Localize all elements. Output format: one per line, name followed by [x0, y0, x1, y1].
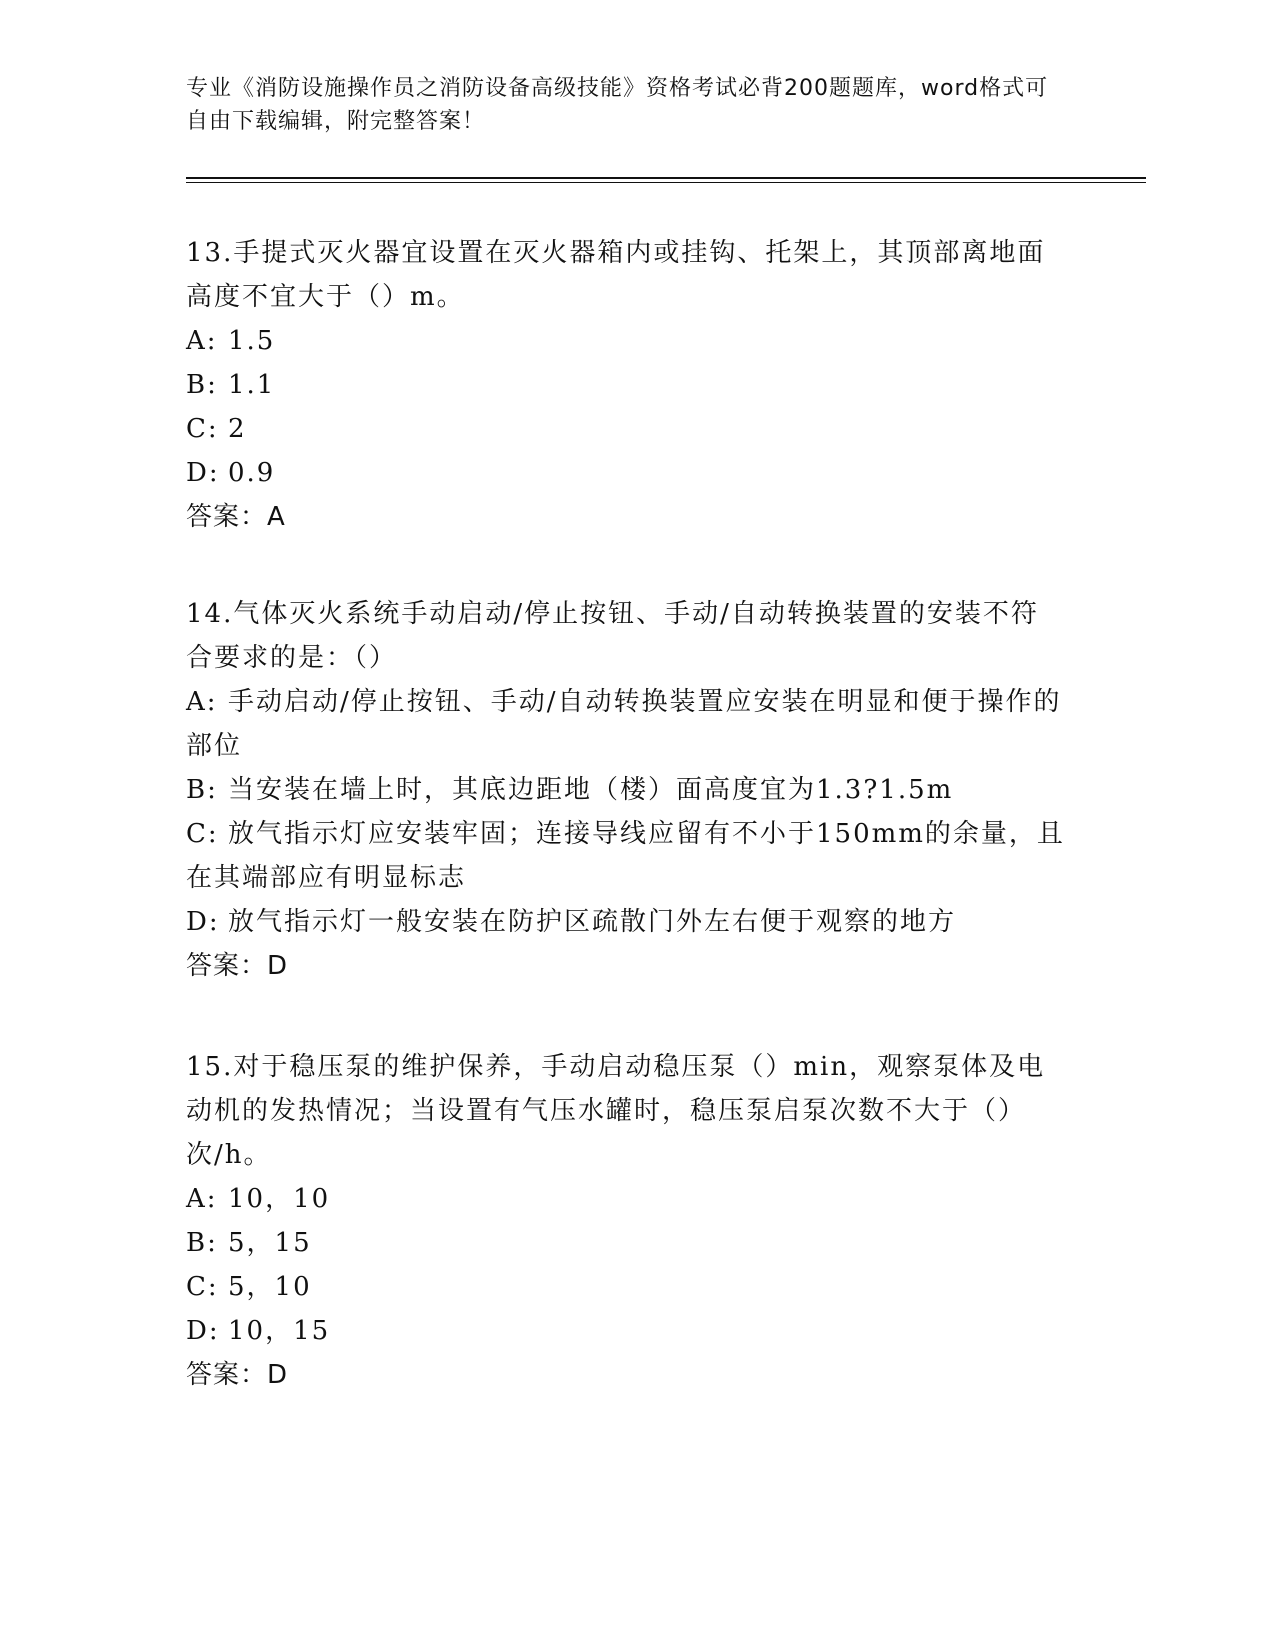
option-letter: B: — [186, 1228, 218, 1258]
option-text: 0.9 — [228, 458, 276, 488]
option-c — [186, 812, 1066, 900]
question-stem: 15.对于稳压泵的维护保养，手动启动稳压泵（）min，观察泵体及电动机的发热情况；当设置有气压水罐时，稳压泵启泵次数不大于（）次/h。 — [186, 1052, 1046, 1170]
option-letter: C: — [186, 1272, 219, 1302]
option-text: 放气指示灯应安装牢固；连接导线应留有不小于150mm的余量，且在其端部应有明显标志 — [186, 819, 1065, 893]
question-13 — [186, 231, 1066, 539]
option-text: 1.1 — [228, 370, 276, 400]
option-text: 10，15 — [228, 1316, 331, 1346]
option-a — [186, 1177, 1066, 1221]
option-letter: C: — [186, 414, 219, 444]
option-letter: B: — [186, 370, 218, 400]
question-14 — [186, 592, 1066, 988]
option-c — [186, 1265, 1066, 1309]
option-letter: D: — [186, 907, 220, 937]
option-letter: D: — [186, 1316, 220, 1346]
answer-label: 答案：D — [186, 951, 289, 981]
document-header: 专业《消防设施操作员之消防设备高级技能》资格考试必背200题题库，word格式可自由下载编辑，附完整答案！ — [186, 76, 1049, 134]
option-text: 5，10 — [228, 1272, 312, 1302]
answer-label: 答案：A — [186, 502, 286, 532]
option-a — [186, 680, 1066, 768]
option-b — [186, 1221, 1066, 1265]
option-text: 10，10 — [228, 1184, 331, 1214]
header-divider-thin — [186, 182, 1146, 183]
option-letter: A: — [186, 1184, 218, 1214]
option-text: 2 — [228, 414, 247, 444]
option-text: 手动启动/停止按钮、手动/自动转换装置应安装在明显和便于操作的部位 — [186, 687, 1062, 761]
option-letter: A: — [186, 326, 218, 356]
option-letter: D: — [186, 458, 220, 488]
option-d — [186, 1309, 1066, 1353]
option-text: 5，15 — [228, 1228, 312, 1258]
option-text: 1.5 — [228, 326, 276, 356]
question-15 — [186, 1045, 1066, 1397]
option-d — [186, 451, 1066, 495]
answer-label: 答案：D — [186, 1360, 289, 1390]
question-stem: 14.气体灭火系统手动启动/停止按钮、手动/自动转换装置的安装不符合要求的是：（） — [186, 599, 1039, 673]
option-text: 放气指示灯一般安装在防护区疏散门外左右便于观察的地方 — [228, 907, 957, 937]
option-b — [186, 363, 1066, 407]
header-divider-thick — [186, 177, 1146, 179]
question-stem: 13.手提式灭火器宜设置在灭火器箱内或挂钩、托架上，其顶部离地面高度不宜大于（）m。 — [186, 238, 1046, 312]
option-letter: B: — [186, 775, 218, 805]
option-d — [186, 900, 1066, 944]
option-b — [186, 768, 1066, 812]
option-c — [186, 407, 1066, 451]
option-letter: C: — [186, 819, 219, 849]
option-text: 当安装在墙上时，其底边距地（楼）面高度宜为1.3?1.5m — [228, 775, 954, 805]
option-letter: A: — [186, 687, 218, 717]
option-a — [186, 319, 1066, 363]
